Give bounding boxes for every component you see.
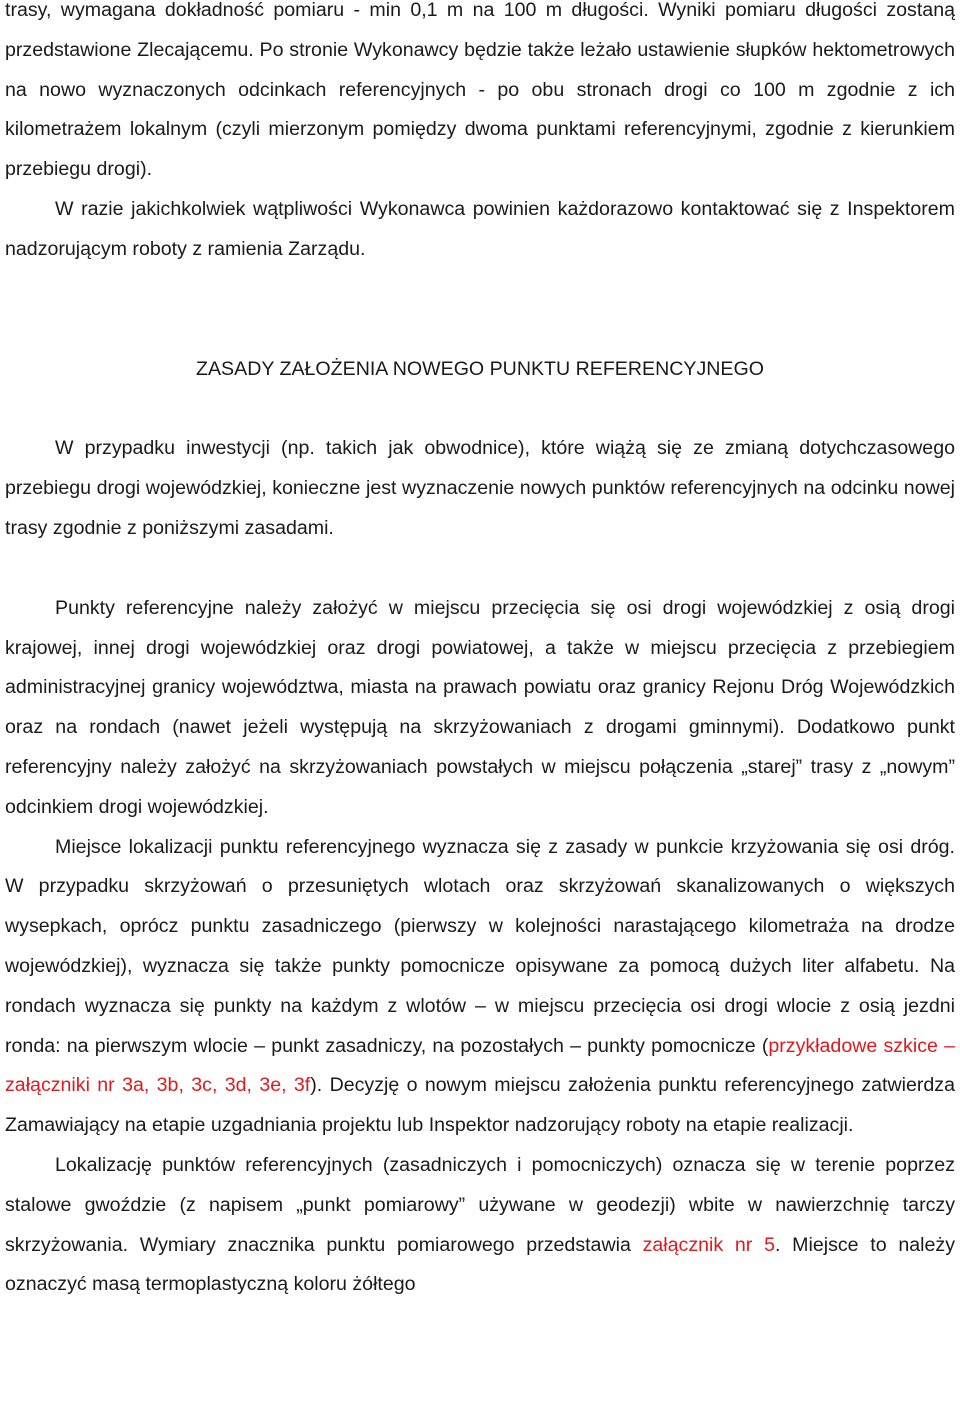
attachment-reference-marker: załącznik nr 5 <box>642 1233 775 1256</box>
section-heading: ZASADY ZAŁOŻENIA NOWEGO PUNKTU REFERENCYJNEGO <box>196 357 764 380</box>
spacer <box>5 389 955 429</box>
spacer <box>5 549 955 589</box>
paragraph-doubts: W razie jakichkolwiek wątpliwości Wykonawca powinien każdorazowo kontaktować się z Inspektorem nadzorującym roboty z ramienia Zarządu. <box>5 197 955 260</box>
paragraph-investments: W przypadku inwestycji (np. takich jak obwodnice), które wiążą się ze zmianą dotychczasowego przebiegu drogi wojewódzkiej, konieczne jest wyznaczenie nowych punktów referencyjnych na odcinku nowej trasy zgodnie z poniższymi zasadami. <box>5 437 955 539</box>
paragraph-measurement: trasy, wymagana dokładność pomiaru - min 0,1 m na 100 m długości. Wyniki pomiaru długości zostaną przedstawione Zlecającemu. Po stronie Wykonawcy będzie także leżało ustawienie słupków hektometrowych na nowo wyznaczonych odcinkach referencyjnych - po obu stronach drogi co 100 m zgodnie z ich kilometrażem lokalnym (czyli mierzonym pomiędzy dwoma punktami referencyjnymi, zgodnie z kierunkiem przebiegu drogi). <box>5 0 955 181</box>
attachment-reference-sketches: przykładowe szkice – załączniki nr 3a, 3b, 3c, 3d, 3e, 3f <box>5 1034 955 1097</box>
paragraph-marking-text-a: Lokalizację punktów referencyjnych (zasadniczych i pomocniczych) oznacza się w terenie poprzez stalowe gwoździe (z napisem „punkt pomiarowy” używane w geodezji) wbite w nawierzchnię tarczy skrzyżowania. Wymiary znacznika punktu pomiarowego przedstawia <box>5 1153 955 1256</box>
paragraph-reference-points: Punkty referencyjne należy założyć w miejscu przecięcia się osi drogi wojewódzkiej z osią drogi krajowej, innej drogi wojewódzkiej oraz drogi powiatowej, a także w miejscu przecięcia z przebiegiem administracyjnej granicy województwa, miasta na prawach powiatu oraz granicy Rejonu Dróg Wojewódzkich oraz na rondach (nawet jeżeli występują na skrzyżowaniach z drogami gminnymi). Dodatkowo punkt referencyjny należy założyć na skrzyżowaniach powstałych w miejscu połączenia „starej” trasy z „nowym” odcinkiem drogi wojewódzkiej. <box>5 596 955 818</box>
spacer <box>5 270 955 350</box>
paragraph-location <box>5 828 955 1146</box>
paragraph-marking-text-b: . Miejsce to należy oznaczyć masą termoplastyczną koloru żółtego <box>5 1233 956 1296</box>
paragraph-location-text-b: ). Decyzję o nowym miejscu założenia punktu referencyjnego zatwierdza Zamawiający na etapie uzgadniania projektu lub Inspektor nadzorujący roboty na etapie realizacji. <box>5 1074 956 1137</box>
document-page <box>5 0 955 1305</box>
paragraph-location-text-a: Miejsce lokalizacji punktu referencyjnego wyznacza się z zasady w punkcie krzyżowania się osi dróg. W przypadku skrzyżowań o przesuniętych wlotach oraz skrzyżowań skanalizowanych o większych wysepkach, oprócz punktu zasadniczego (pierwszy w kolejności narastającego kilometraża na drodze wojewódzkiej), wyznacza się także punkty pomocnicze opisywane za pomocą dużych liter alfabetu. Na rondach wyznacza się punkty na każdym z wlotów – w miejscu przecięcia osi drogi wlocie z osią jezdni ronda: na pierwszym wlocie – punkt zasadniczy, na pozostałych – punkty pomocnicze ( <box>5 835 955 1057</box>
paragraph-marking <box>5 1146 955 1305</box>
